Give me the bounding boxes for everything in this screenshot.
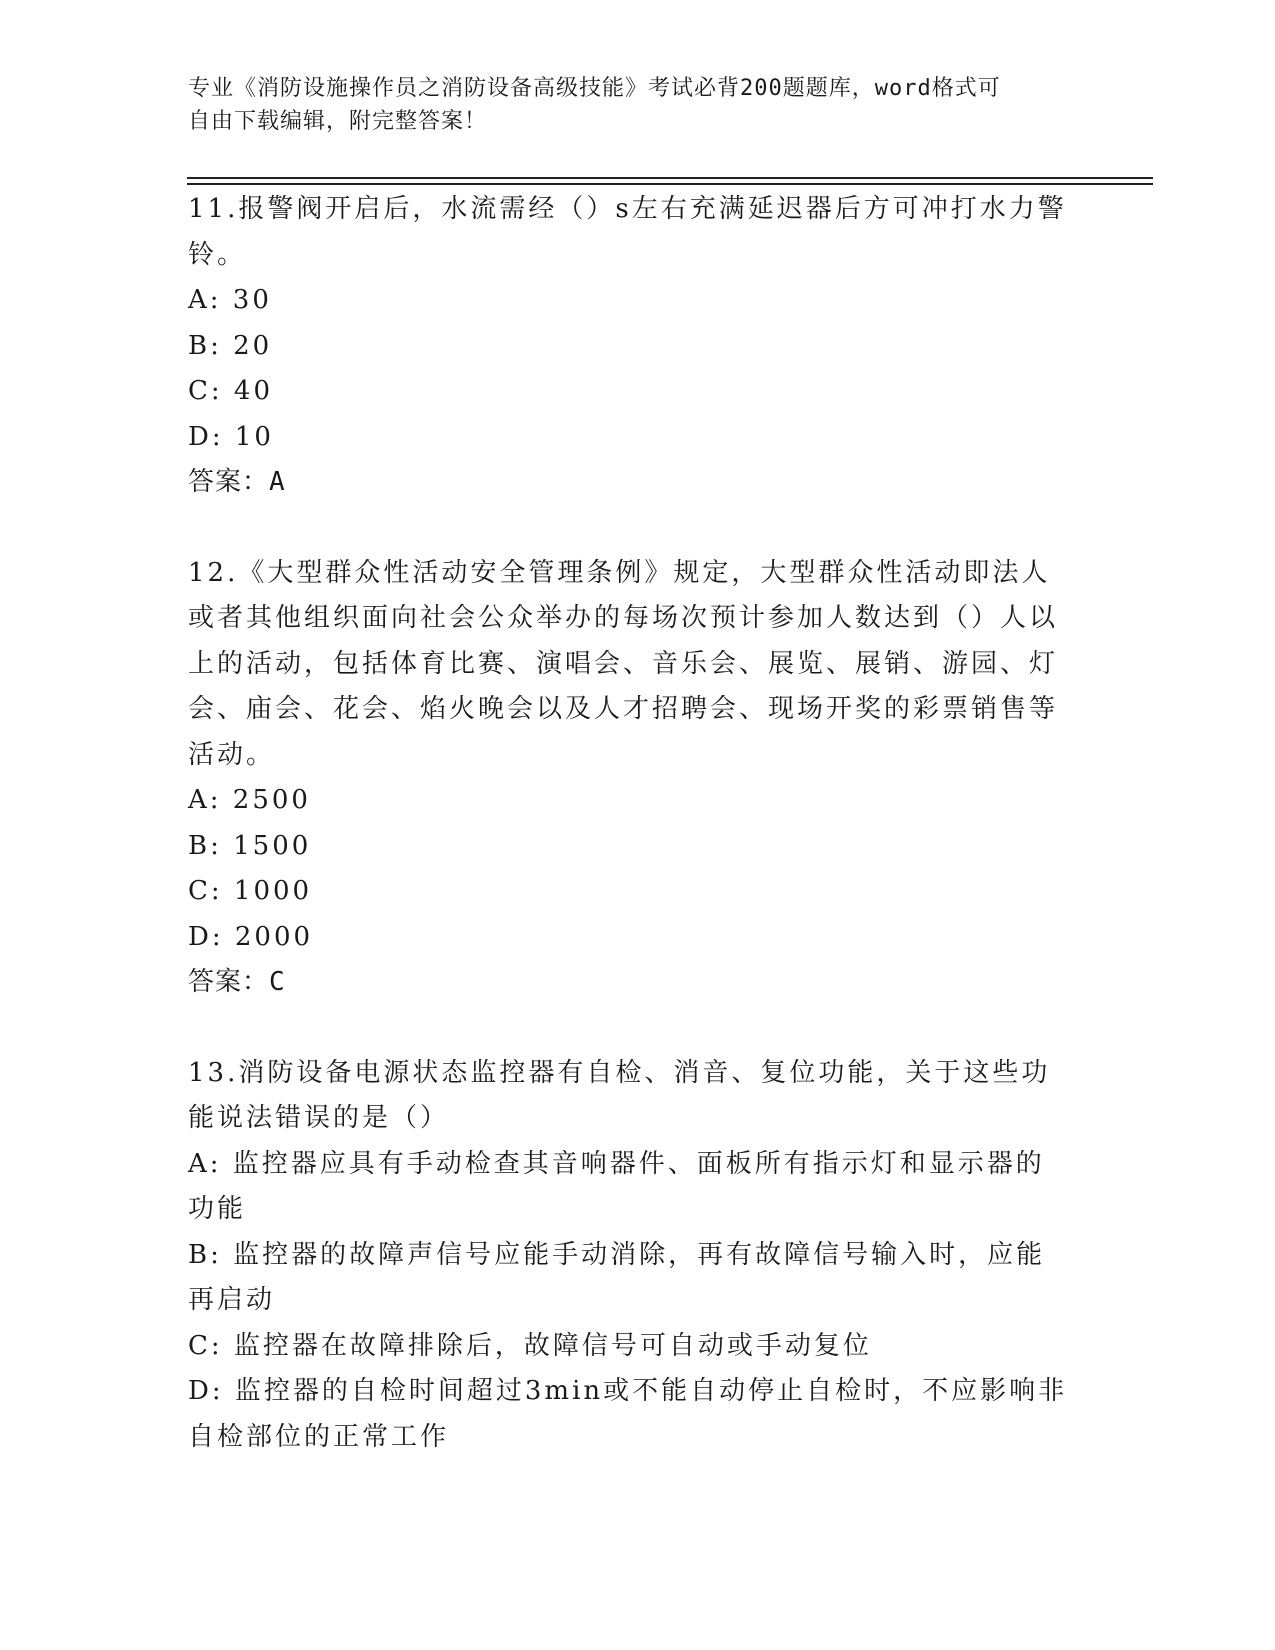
- header-line-2: 自由下载编辑，附完整答案！: [188, 109, 488, 134]
- option-b: B: 1500: [188, 830, 312, 861]
- option-c: C: 监控器在故障排除后，故障信号可自动或手动复位: [188, 1330, 872, 1361]
- document-header: [188, 72, 1068, 138]
- option-a: A: 2500: [188, 785, 311, 815]
- question-stem: 12.《大型群众性活动安全管理条例》规定，大型群众性活动即法人或者其他组织面向社会公众举办的每场次预计参加人数达到（）人以上的活动，包括体育比赛、演唱会、音乐会、展览、展销、游园、灯会、庙会、花会、焰火晚会以及人才招聘会、现场开奖的彩票销售等活动。: [188, 557, 1059, 770]
- option-a: A: 30: [188, 285, 272, 315]
- header-rule-top: [187, 177, 1153, 179]
- option-c: C: 1000: [188, 876, 313, 906]
- answer: 答案：A: [188, 467, 286, 497]
- question-12: [188, 551, 1068, 1006]
- question-stem: 13.消防设备电源状态监控器有自检、消音、复位功能，关于这些功能说法错误的是（）: [188, 1057, 1051, 1133]
- option-d: D: 10: [188, 421, 274, 452]
- header-line-1: 专业《消防设施操作员之消防设备高级技能》考试必背200题题库，word格式可: [188, 76, 1001, 101]
- option-b: B: 监控器的故障声信号应能手动消除，再有故障信号输入时，应能再启动: [188, 1239, 1046, 1315]
- question-13: [188, 1051, 1068, 1461]
- answer: 答案：C: [188, 967, 286, 997]
- option-c: C: 40: [188, 376, 274, 406]
- option-b: B: 20: [188, 330, 273, 361]
- question-list: [188, 187, 1068, 1460]
- option-d: D: 监控器的自检时间超过3min或不能自动停止自检时，不应影响非自检部位的正常工作: [188, 1376, 1068, 1452]
- question-11: [188, 187, 1068, 506]
- option-d: D: 2000: [188, 921, 314, 952]
- question-stem: 11.报警阀开启后，水流需经（）s左右充满延迟器后方可冲打水力警铃。: [188, 194, 1067, 270]
- header-rule-bottom: [187, 183, 1153, 185]
- option-a: A: 监控器应具有手动检查其音响器件、面板所有指示灯和显示器的功能: [188, 1148, 1045, 1224]
